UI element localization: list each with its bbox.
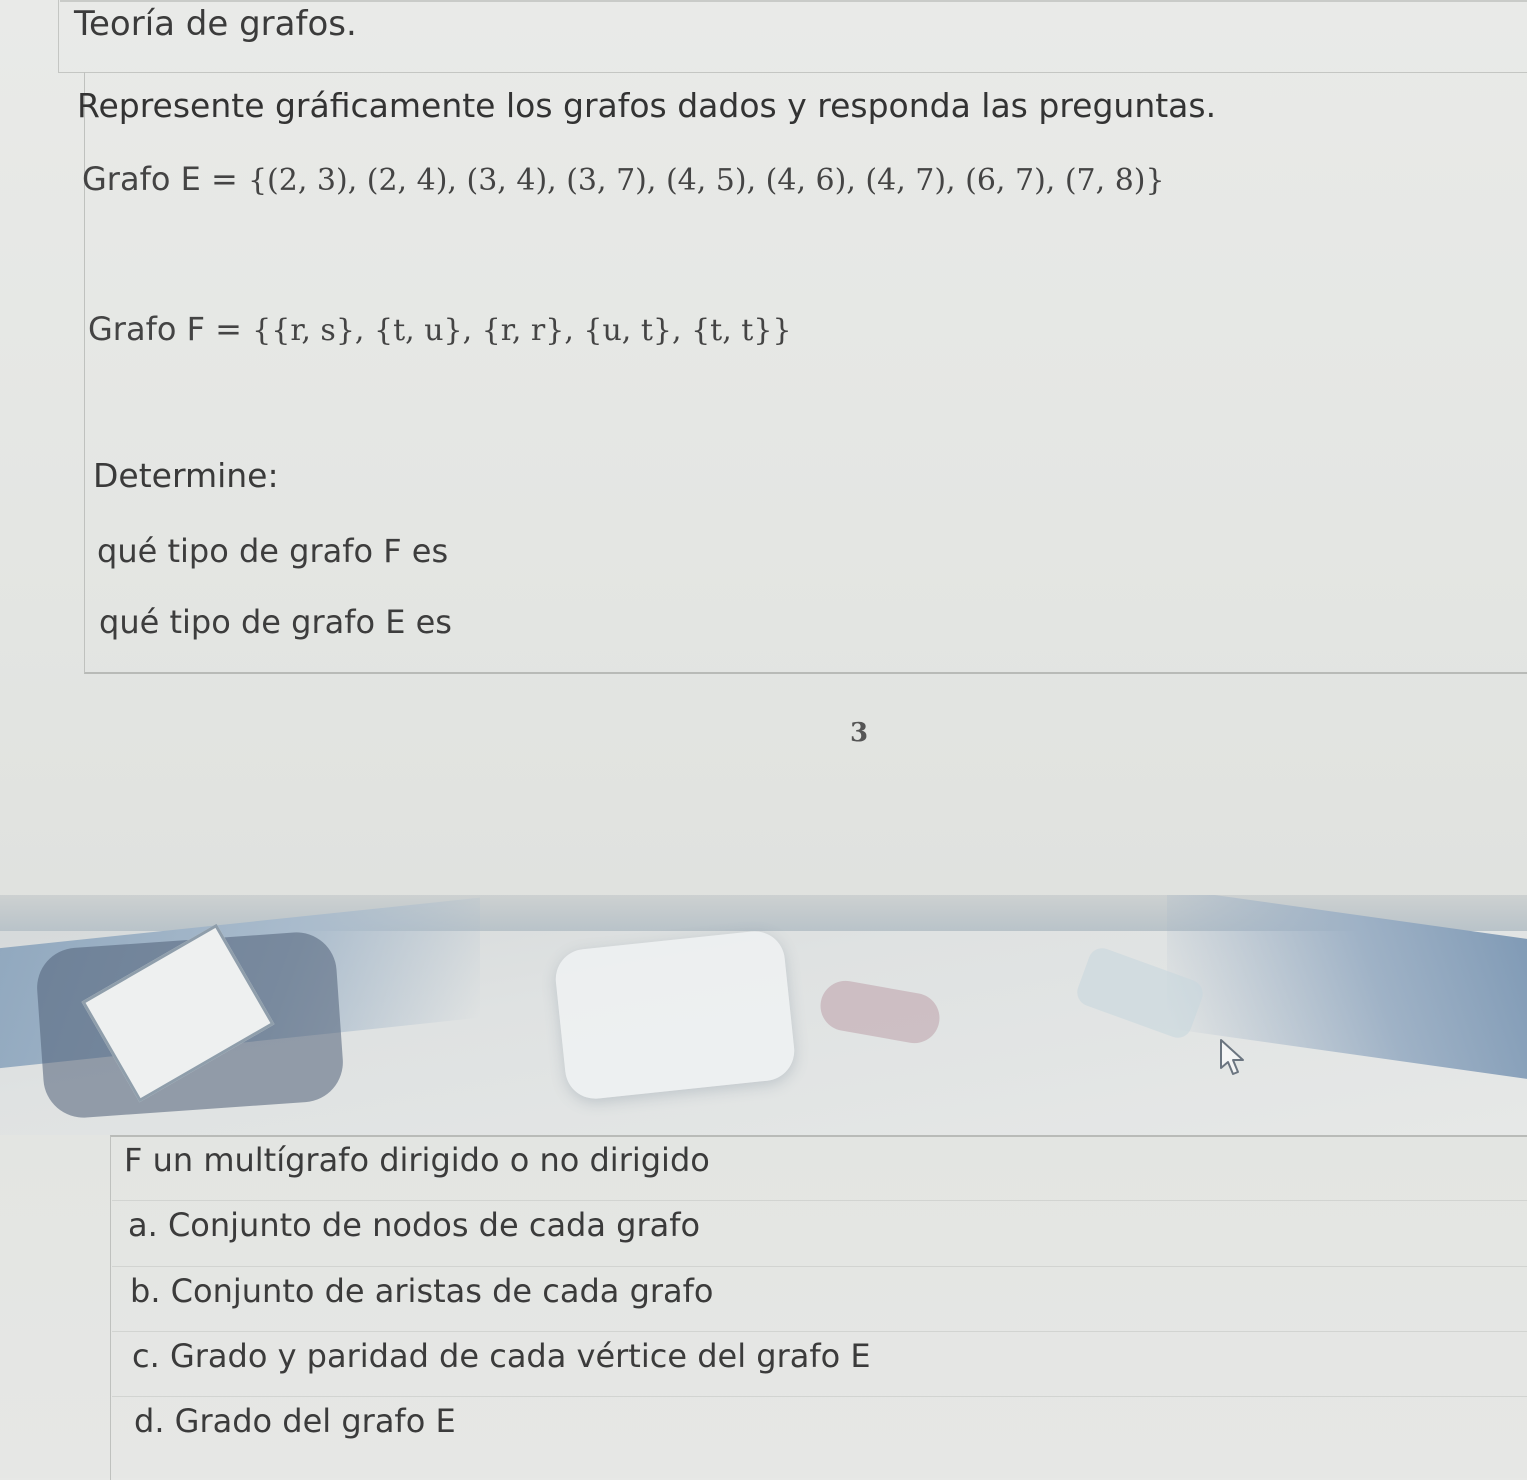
option-multigraph[interactable]: F un multígrafo dirigido o no dirigido [124, 1141, 710, 1179]
option-divider [112, 1331, 1527, 1332]
option-divider [112, 1200, 1527, 1201]
question-instruction: Represente gráficamente los grafos dados y responda las preguntas. [77, 86, 1217, 125]
question-title: Teoría de grafos. [74, 4, 357, 44]
banner-tile-shape [553, 928, 797, 1101]
graph-f-label: Grafo F = [88, 310, 253, 348]
option-divider [112, 1396, 1527, 1397]
option-divider [112, 1266, 1527, 1267]
prompt-graph-f-type: qué tipo de grafo F es [97, 532, 449, 570]
decorative-banner [0, 895, 1527, 1135]
option-a-node-set[interactable]: a. Conjunto de nodos de cada grafo [128, 1206, 701, 1244]
prompt-graph-e-type: qué tipo de grafo E es [99, 603, 452, 641]
option-b-edge-set[interactable]: b. Conjunto de aristas de cada grafo [130, 1272, 714, 1310]
option-d-graph-degree[interactable]: d. Grado del grafo E [134, 1402, 456, 1440]
graph-f-edge-set: {{r, s}, {t, u}, {r, r}, {u, t}, {t, t}} [252, 313, 792, 348]
option-c-degree-parity[interactable]: c. Grado y paridad de cada vértice del grafo E [132, 1337, 871, 1375]
graph-f-definition [88, 310, 792, 348]
banner-blob-shape [817, 977, 944, 1047]
arrow-cursor-icon [1218, 1038, 1250, 1078]
graph-e-edge-set: {(2, 3), (2, 4), (3, 4), (3, 7), (4, 5), (4, 6), (4, 7), (6, 7), (7, 8)} [247, 163, 1165, 198]
determine-heading: Determine: [93, 456, 279, 495]
graph-e-definition [82, 160, 1165, 198]
page-number: 3 [850, 718, 869, 748]
graph-e-label: Grafo E = [82, 160, 248, 198]
